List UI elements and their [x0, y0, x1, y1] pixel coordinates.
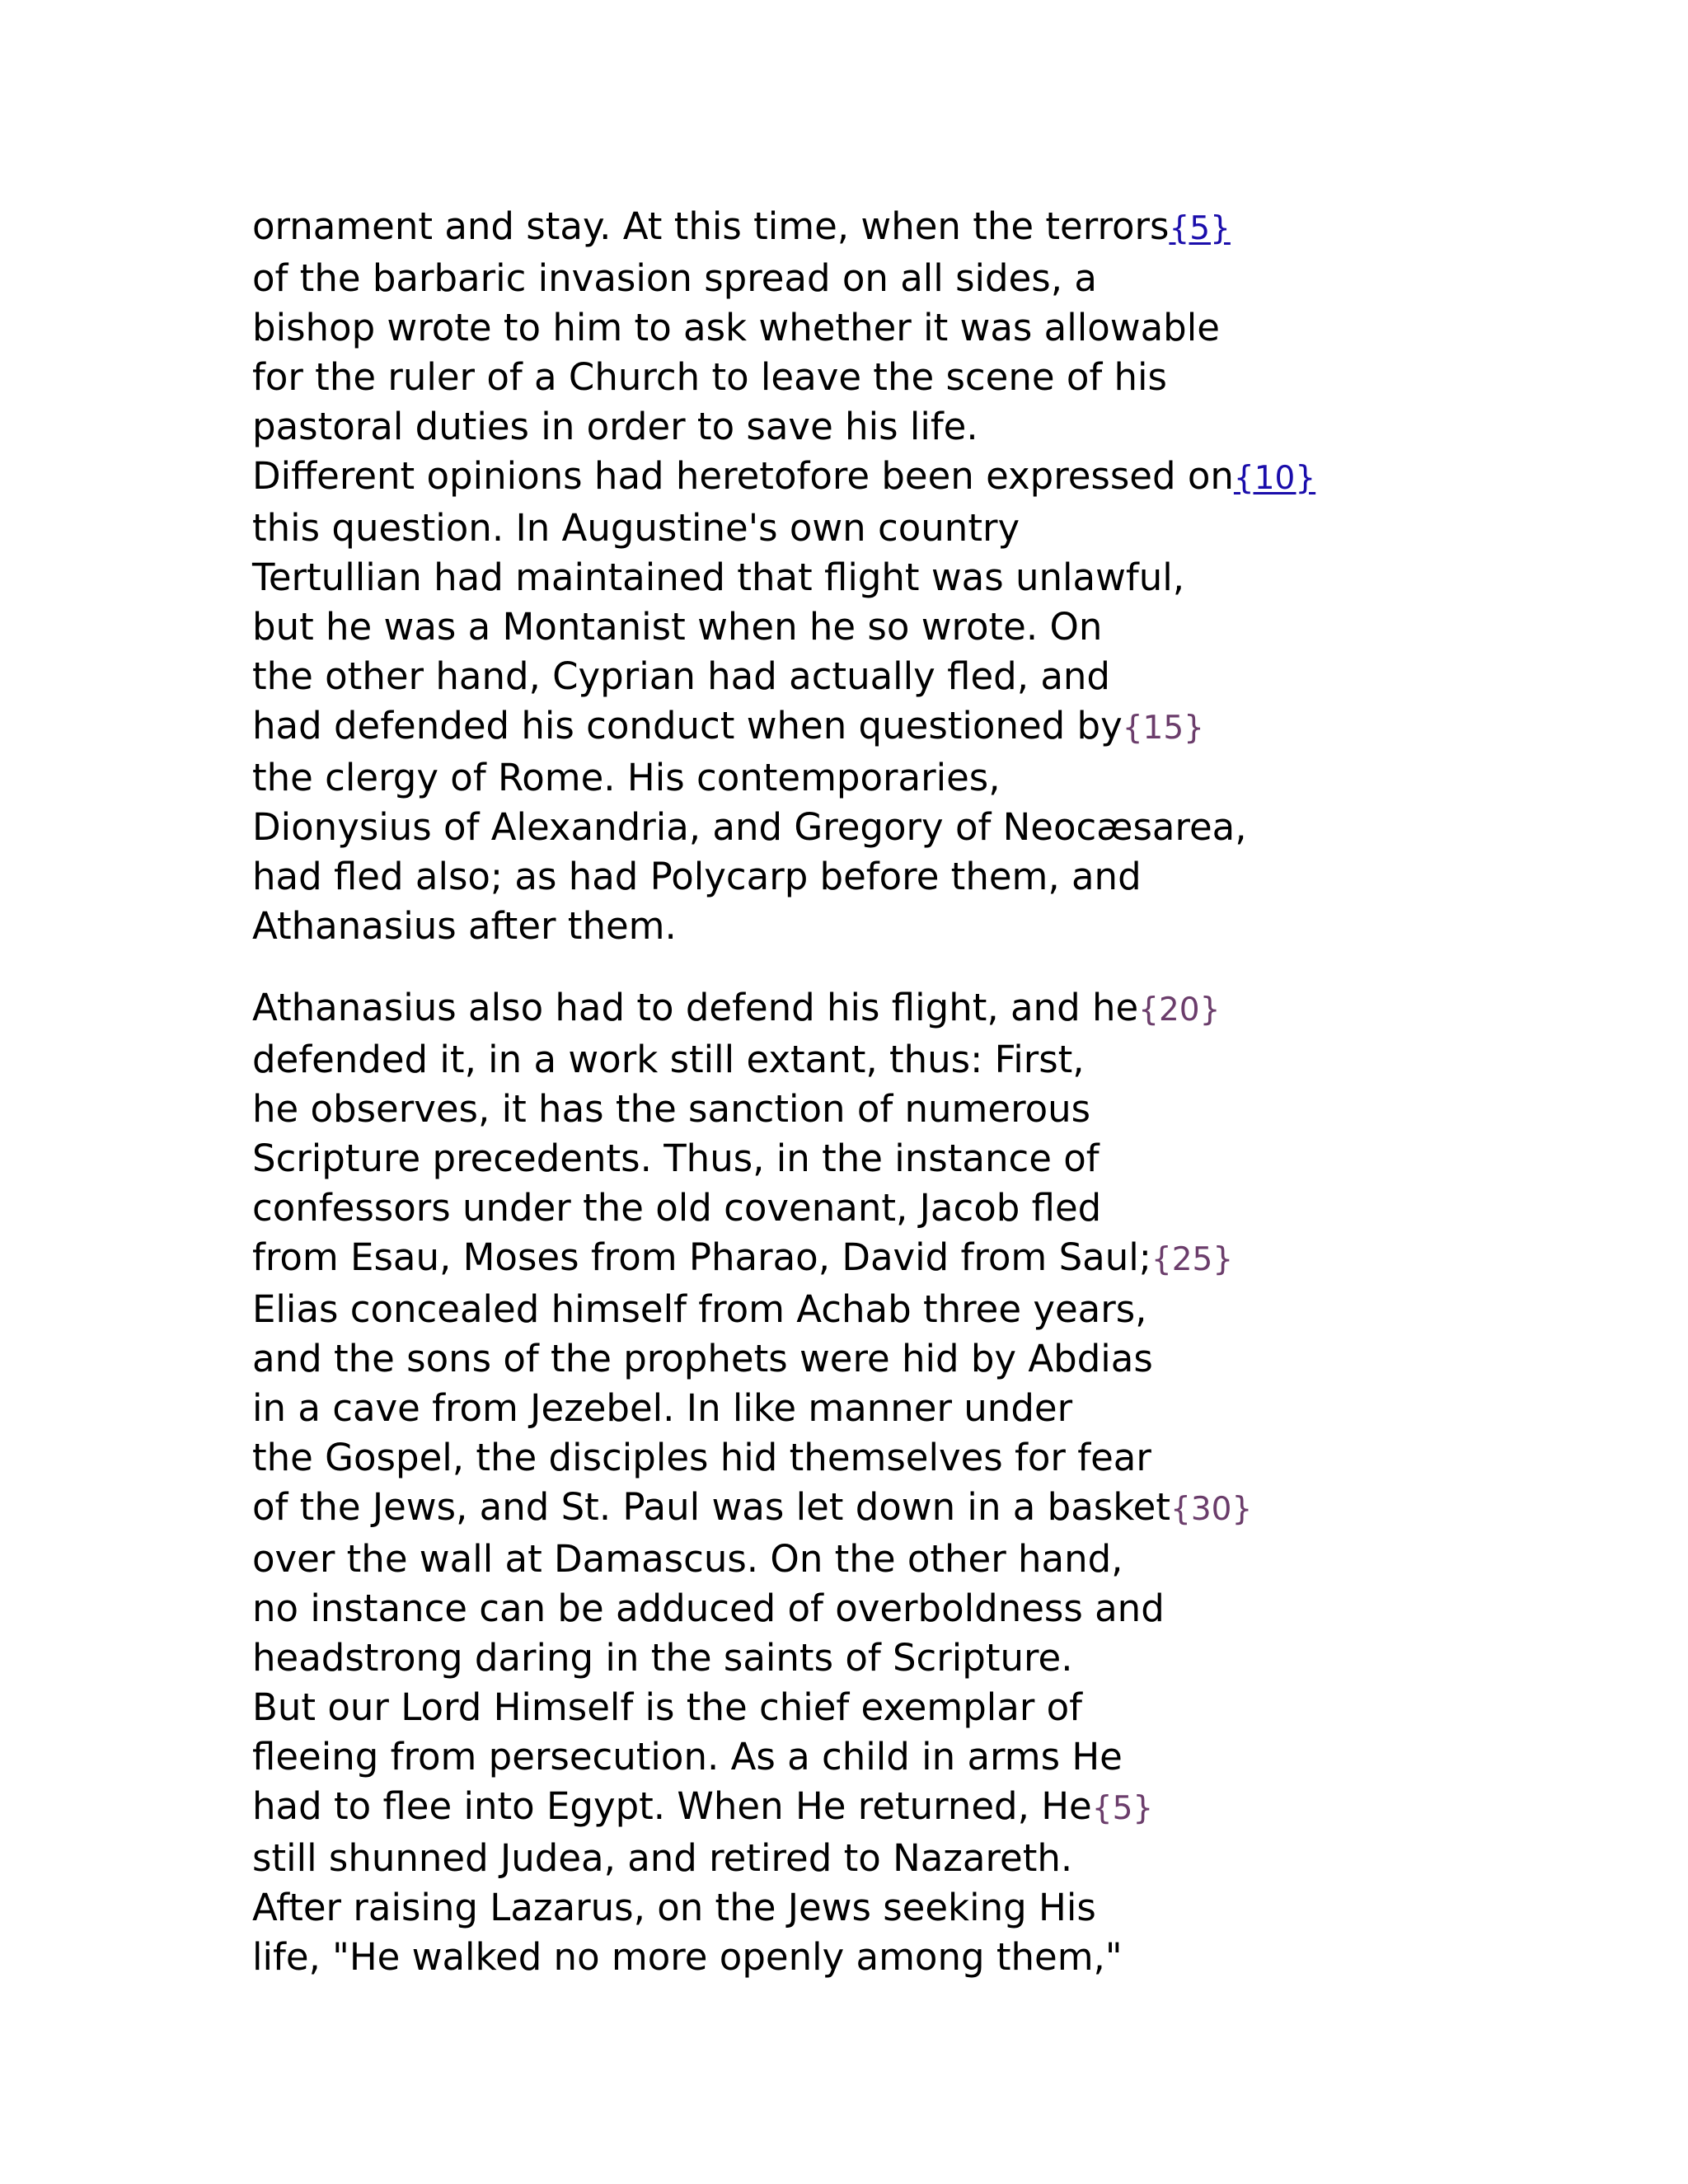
text-line	[252, 1732, 1252, 1782]
line-text: no instance can be adduced of overboldness and	[252, 1586, 1165, 1630]
line-text: Scripture precedents. Thus, in the instance of	[252, 1137, 1100, 1180]
line-text: he observes, it has the sanction of numerous	[252, 1087, 1091, 1131]
line-text: and the sons of the prophets were hid by Abdias	[252, 1337, 1153, 1380]
text-line	[252, 1233, 1252, 1285]
text-line	[252, 1035, 1252, 1085]
text-line	[252, 1584, 1252, 1633]
text-line	[252, 1384, 1252, 1433]
line-text: headstrong daring in the saints of Scripture.	[252, 1636, 1073, 1680]
line-text: had fled also; as had Polycarp before them, and	[252, 855, 1142, 898]
line-text: but he was a Montanist when he so wrote. On	[252, 605, 1103, 649]
text-line	[252, 402, 1315, 452]
line-text: Athanasius also had to defend his flight, and he	[252, 986, 1139, 1029]
text-line	[252, 202, 1315, 254]
text-line	[252, 1334, 1252, 1384]
text-line	[252, 1285, 1252, 1334]
text-line	[252, 553, 1315, 602]
line-text: defended it, in a work still extant, thus: First,	[252, 1038, 1085, 1081]
line-text: Elias concealed himself from Achab three years,	[252, 1287, 1147, 1331]
text-line	[252, 753, 1315, 803]
line-text: Dionysius of Alexandria, and Gregory of Neocæsarea,	[252, 805, 1247, 849]
line-text: After raising Lazarus, on the Jews seeking His	[252, 1886, 1096, 1929]
line-text: bishop wrote to him to ask whether it was allowable	[252, 306, 1220, 349]
text-line	[252, 1883, 1252, 1933]
text-line	[252, 852, 1315, 902]
line-text: had to flee into Egypt. When He returned, He	[252, 1784, 1092, 1828]
line-number-marker[interactable]: {5}	[1169, 210, 1231, 247]
line-number-marker[interactable]: {10}	[1233, 460, 1316, 497]
text-line	[252, 254, 1315, 303]
text-line	[252, 902, 1315, 951]
text-line	[252, 803, 1315, 852]
line-text: from Esau, Moses from Pharao, David from Saul;	[252, 1235, 1151, 1279]
paragraph	[252, 202, 1315, 951]
line-text: still shunned Judea, and retired to Nazareth.	[252, 1836, 1073, 1880]
text-line	[252, 701, 1315, 753]
line-text: pastoral duties in order to save his life.	[252, 405, 978, 448]
line-text: had defended his conduct when questioned by	[252, 704, 1123, 748]
line-text: life, "He walked no more openly among them,"	[252, 1935, 1123, 1979]
line-number-marker: {20}	[1138, 991, 1221, 1029]
text-line	[252, 1633, 1252, 1683]
line-number-marker: {30}	[1170, 1491, 1253, 1528]
text-line	[252, 652, 1315, 701]
text-line	[252, 1933, 1252, 1982]
text-line	[252, 303, 1315, 353]
text-line	[252, 1183, 1252, 1233]
text-line	[252, 1483, 1252, 1535]
line-text: the Gospel, the disciples hid themselves for fear	[252, 1436, 1151, 1479]
line-text: fleeing from persecution. As a child in arms He	[252, 1735, 1123, 1779]
line-text: the clergy of Rome. His contemporaries,	[252, 756, 1001, 799]
text-line	[252, 1834, 1252, 1883]
paragraph	[252, 983, 1252, 1982]
line-text: Different opinions had heretofore been expressed on	[252, 454, 1234, 498]
line-number-marker: {5}	[1091, 1790, 1154, 1827]
line-text: But our Lord Himself is the chief exemplar of	[252, 1685, 1083, 1729]
line-text: over the wall at Damascus. On the other hand,	[252, 1537, 1123, 1581]
line-text: the other hand, Cyprian had actually fled, and	[252, 654, 1110, 698]
line-text: confessors under the old covenant, Jacob fled	[252, 1186, 1102, 1230]
text-line	[252, 452, 1315, 504]
text-line	[252, 1085, 1252, 1134]
text-line	[252, 1782, 1252, 1834]
text-line	[252, 1535, 1252, 1584]
line-text: ornament and stay. At this time, when the terrors	[252, 204, 1170, 248]
line-number-marker: {25}	[1151, 1241, 1234, 1278]
line-text: Tertullian had maintained that flight was unlawful,	[252, 555, 1185, 599]
text-line	[252, 1433, 1252, 1483]
line-text: this question. In Augustine's own country	[252, 506, 1020, 550]
line-number-marker: {15}	[1122, 710, 1204, 747]
line-text: Athanasius after them.	[252, 904, 677, 948]
text-line	[252, 983, 1252, 1035]
text-line	[252, 504, 1315, 553]
line-text: of the barbaric invasion spread on all sides, a	[252, 256, 1097, 300]
line-text: in a cave from Jezebel. In like manner under	[252, 1386, 1073, 1430]
text-line	[252, 1134, 1252, 1183]
text-line	[252, 1683, 1252, 1732]
line-text: of the Jews, and St. Paul was let down in a basket	[252, 1485, 1171, 1529]
text-line	[252, 353, 1315, 402]
line-text: for the ruler of a Church to leave the scene of his	[252, 355, 1167, 399]
text-line	[252, 602, 1315, 652]
